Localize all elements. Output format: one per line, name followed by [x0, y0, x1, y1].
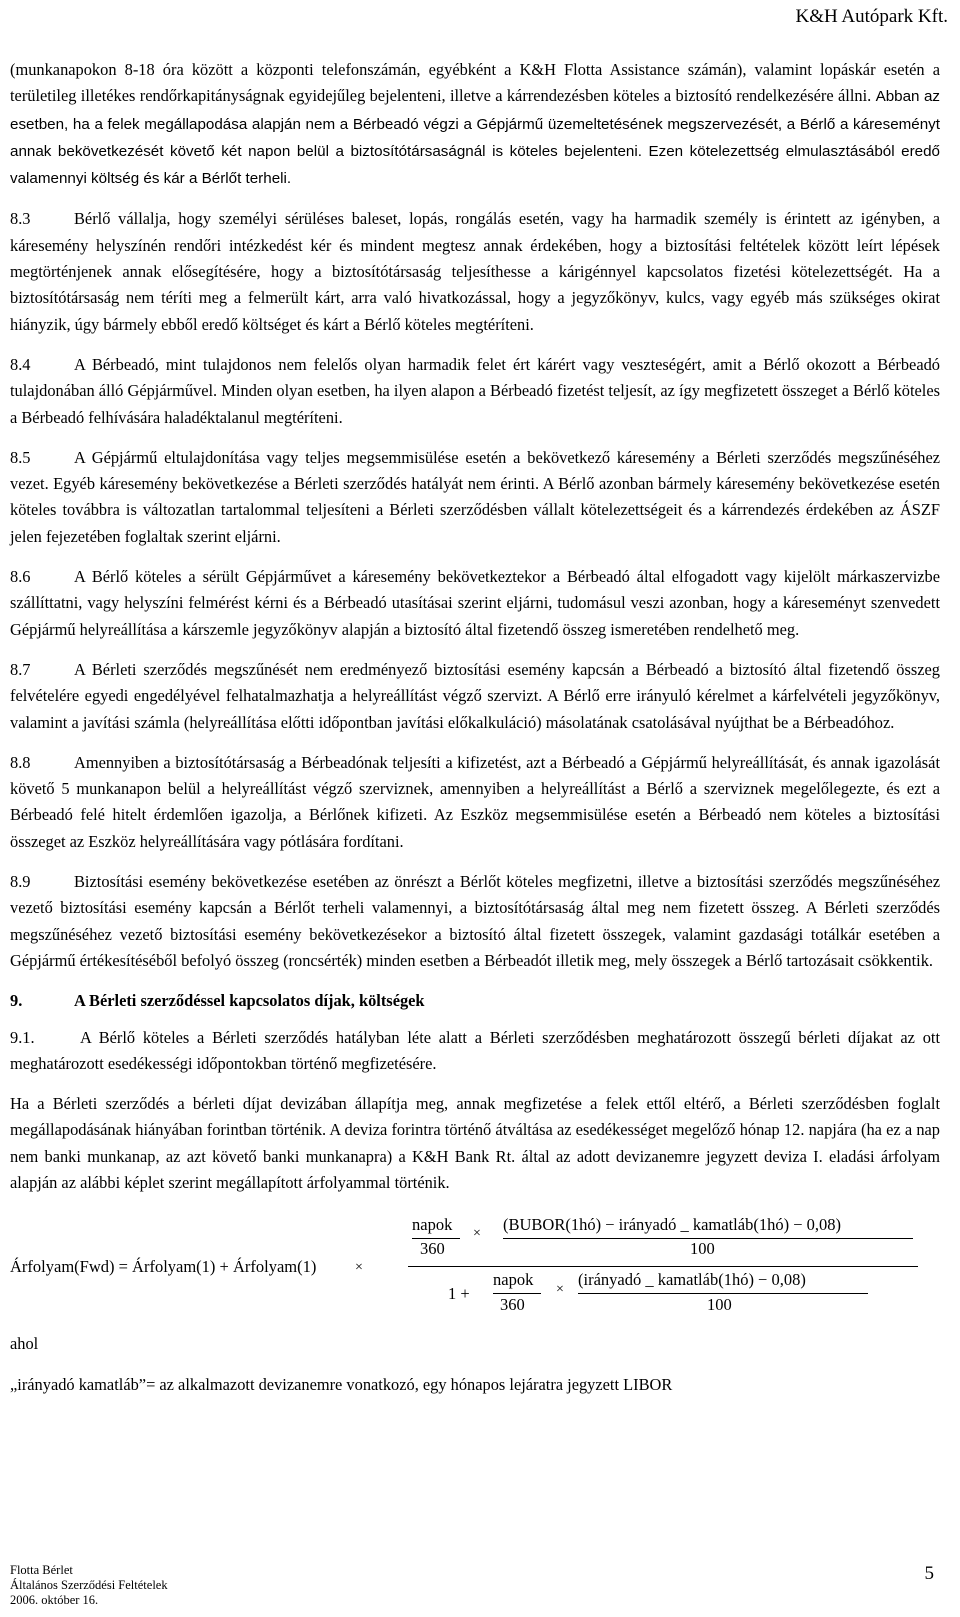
definition-line: „irányadó kamatláb”= az alkalmazott devizanemre vonatkozó, egy hónapos lejáratra jegyzett LIBOR	[10, 1374, 673, 1394]
fraction-line	[493, 1293, 541, 1294]
section-text: A Bérleti szerződés megszűnését nem eredményező biztosítási esemény kapcsán a Bérbeadó a biztosító által fizetendő összeg felvételére egyedi engedélyével felhatalmazhatja a helyreállítást végző szervizt. A Bérlő erre irányuló kérelmet a kárfelvételi jegyzőkönyv, valamint a javítási számla (helyreállítása előtti időpontban javítási előkalkuláció) másolatának csatolásával nyújthat be a Bérbeadóhoz.	[10, 659, 940, 732]
section-number: 8.6	[10, 567, 31, 587]
header-company: K&H Autópark Kft.	[795, 6, 948, 27]
formula-times-sign: ×	[556, 1282, 564, 1298]
footer-line-3: 2006. október 16.	[10, 1593, 99, 1607]
section-number: 8.7	[10, 659, 31, 679]
section-8-6	[10, 564, 940, 643]
section-text: Bérlő vállalja, hogy személyi sérüléses baleset, lopás, rongálás esetén, vagy ha harmadik személy is érintett az igényben, a káresemény helyszínén rendőri intézkedést kér és mindent megtesz annak érdekében, hogy a biztosítási feltételek között leírt lépések megtörténjenek annak elősegítésére, hogy a biztosítótársaság teljesíthesse a kárigénnyel kapcsolatos fizetési kötelezettségét. Ha a biztosítótársaság nem téríti meg a felmerült kárt, arra való hivatkozással, hogy a jegyzőkönyv, kulcs, vagy egyéb más szükséges okirat hiányzik, úgy bármely ebből eredő költséget és kárt a Bérlő köteles megtéríteni.	[10, 209, 940, 334]
deviza-paragraph: Ha a Bérleti szerződés a bérleti díjat devizában állapítja meg, annak megfizetése a felek ettől eltérő, a Bérleti szerződésben foglalt megállapodásának hiányában forintban történik. A deviza forintra történő átváltása az esedékességet megelőző hónap 12. napjára (ha ez a nap nem banki munkanap, az azt követő banki munkanapra) a K&H Bank Rt. által az adott devizanemre jegyzett deviza I. eladási árfolyam alapján az alábbi képlet szerint megállapított árfolyammal történik.	[10, 1094, 940, 1192]
section-number: 8.9	[10, 872, 31, 892]
section-text: A Gépjármű eltulajdonítása vagy teljes megsemmisülése esetén a bekövetkező káresemény a Bérleti szerződés megszűnéséhez vezet. Egyéb káresemény bekövetkezése a Bérleti szerződés hatályát nem érinti. A Bérlő azonban bármely káresemény bekövetkezése esetén köteles továbbra is változatlan tartalommal teljesíteni a Bérleti szerződésben vállalt kötelezettségeit és a kárrendezés érdekében az ÁSZF jelen fejezetében foglaltak szerint eljárni.	[10, 447, 940, 546]
section-8-3	[10, 206, 940, 337]
section-8-5	[10, 445, 940, 550]
section-text: A Bérlő köteles a sérült Gépjárművet a káresemény bekövetkeztekor a Bérbeadó által elfogadott vagy kijelölt márkaszervizbe szállíttatni, vagy helyszíni felmérést kérni és a Bérbeadó utasításai szerint eljárni, tudomásul veszi azonban, hogy a káreseményt szenvedett Gépjármű helyreállítása a kárszemle jegyzőkönyv alapján a biztosító által fizetendő összeg ismeretében rendelhető meg.	[10, 567, 940, 639]
formula-num-100: 100	[690, 1239, 715, 1259]
fraction-line	[578, 1293, 868, 1294]
formula-times-sign: ×	[473, 1226, 481, 1242]
section-8-4	[10, 352, 940, 431]
intro-part2: Abban az esetben, ha a felek megállapodása alapján nem a Bérbeadó végzi a Gépjármű üzemeltetésének megszervezését, a Bérlő a káreseményt annak bekövetkezését követő két napon belül a biztosítótársaságnál is köteles bejelenteni. Ezen kötelezettség elmulasztásából eredő valamennyi költség és kár a Bérlőt terheli.	[10, 88, 940, 188]
formula-den-expression: (irányadó _ kamatláb(1hó) − 0,08)	[578, 1270, 806, 1290]
formula-times-sign: ×	[355, 1260, 363, 1276]
footer-line-2: Általános Szerződési Feltételek	[10, 1578, 168, 1592]
section-text: A Bérbeadó, mint tulajdonos nem felelős olyan harmadik felet ért kárért vagy veszteségért, amit a Bérlő okozott a Bérbeadó tulajdonában álló Gépjárművel. Minden olyan esetben, ha ilyen alapon a Bérbeadó fizetést teljesít, az így megfizetett összeget a Bérlő köteles a Bérbeadó felhívására haladéktalanul megtéríteni.	[10, 354, 940, 427]
section-8-8	[10, 750, 940, 855]
section-8-7	[10, 657, 940, 736]
formula-den-100: 100	[707, 1295, 732, 1315]
section-number: 8.5	[10, 447, 31, 467]
exchange-rate-formula	[10, 1210, 940, 1325]
formula-lhs: Árfolyam(Fwd) = Árfolyam(1) + Árfolyam(1)	[10, 1257, 317, 1277]
section-9-1	[10, 1025, 940, 1078]
formula-num-expression: (BUBOR(1hó) − irányadó _ kamatláb(1hó) − 0,08)	[503, 1215, 842, 1235]
footer-line-1: Flotta Bérlet	[10, 1563, 73, 1577]
section-number: 8.4	[10, 354, 31, 374]
formula-den-napok: napok	[493, 1270, 534, 1290]
section-number: 8.8	[10, 752, 31, 772]
page-number: 5	[924, 1563, 934, 1584]
section-text: Amennyiben a biztosítótársaság a Bérbeadónak teljesíti a kifizetést, azt a Bérbeadó a Gépjármű helyreállítását, és annak igazolását követő 5 munkanapon belül a helyreállítást végző szerviznek, amennyiben a helyreállítást a Bérlő a szerviznek megelőlegezte, és ezt a Bérbeadó felé hitelt érdemlően igazolja, a Bérlőnek kifizeti. Az Eszköz megsemmisülése esetén a Bérbeadó nem köteles a biztosítási összeget az Eszköz helyreállítására vagy pótlására fordítani.	[10, 752, 940, 851]
section-8-9	[10, 869, 940, 974]
document-body	[10, 57, 940, 1398]
chapter-number: 9.	[10, 991, 23, 1011]
intro-part1: (munkanapokon 8-18 óra között a központi telefonszámán, egyébként a K&H Flotta Assistance számán), valamint lopáskár esetén a területileg illetékes rendőrkapitányságnak egyidejűleg bejelenteni, illetve a kárrendezésben köteles a biztosító rendelkezésére állni.	[10, 60, 940, 106]
main-fraction-line	[408, 1266, 918, 1267]
ahol-label: ahol	[10, 1334, 39, 1354]
section-text: Biztosítási esemény bekövetkezése esetében az önrészt a Bérlőt köteles megfizetni, illetve a biztosítási szerződés megszűnéséhez vezető biztosítási esemény kapcsán a Bérlőt terheli valamennyi, a biztosítótársaság által meg nem fizetett összeg. A Bérleti szerződés megszűnéséhez vezető biztosítási esemény bekövetkezésekor a biztosító által fizetett összegek, valamint gazdasági totálkár esetében a Gépjármű értékesítéséből befolyó összeg (roncsérték) minden esetben a Bérbeadót illetik meg, mely összegek a Bérlő tartozásait csökkentik.	[10, 872, 940, 970]
chapter-title: A Bérleti szerződéssel kapcsolatos díjak, költségek	[74, 991, 425, 1011]
intro-paragraph	[10, 57, 940, 192]
chapter-heading	[10, 988, 940, 1014]
formula-den-one-plus: 1 +	[448, 1284, 470, 1304]
section-number: 9.1.	[10, 1027, 35, 1047]
footer	[10, 1563, 168, 1608]
formula-den-360: 360	[500, 1295, 525, 1315]
formula-num-napok: napok	[412, 1215, 453, 1235]
section-number: 8.3	[10, 209, 31, 229]
section-text: A Bérlő köteles a Bérleti szerződés hatályban léte alatt a Bérleti szerződésben meghatározott összegű bérleti díjakat az ott meghatározott esedékességi időpontokban történő megfizetésére.	[10, 1027, 940, 1073]
formula-num-360: 360	[420, 1239, 445, 1259]
